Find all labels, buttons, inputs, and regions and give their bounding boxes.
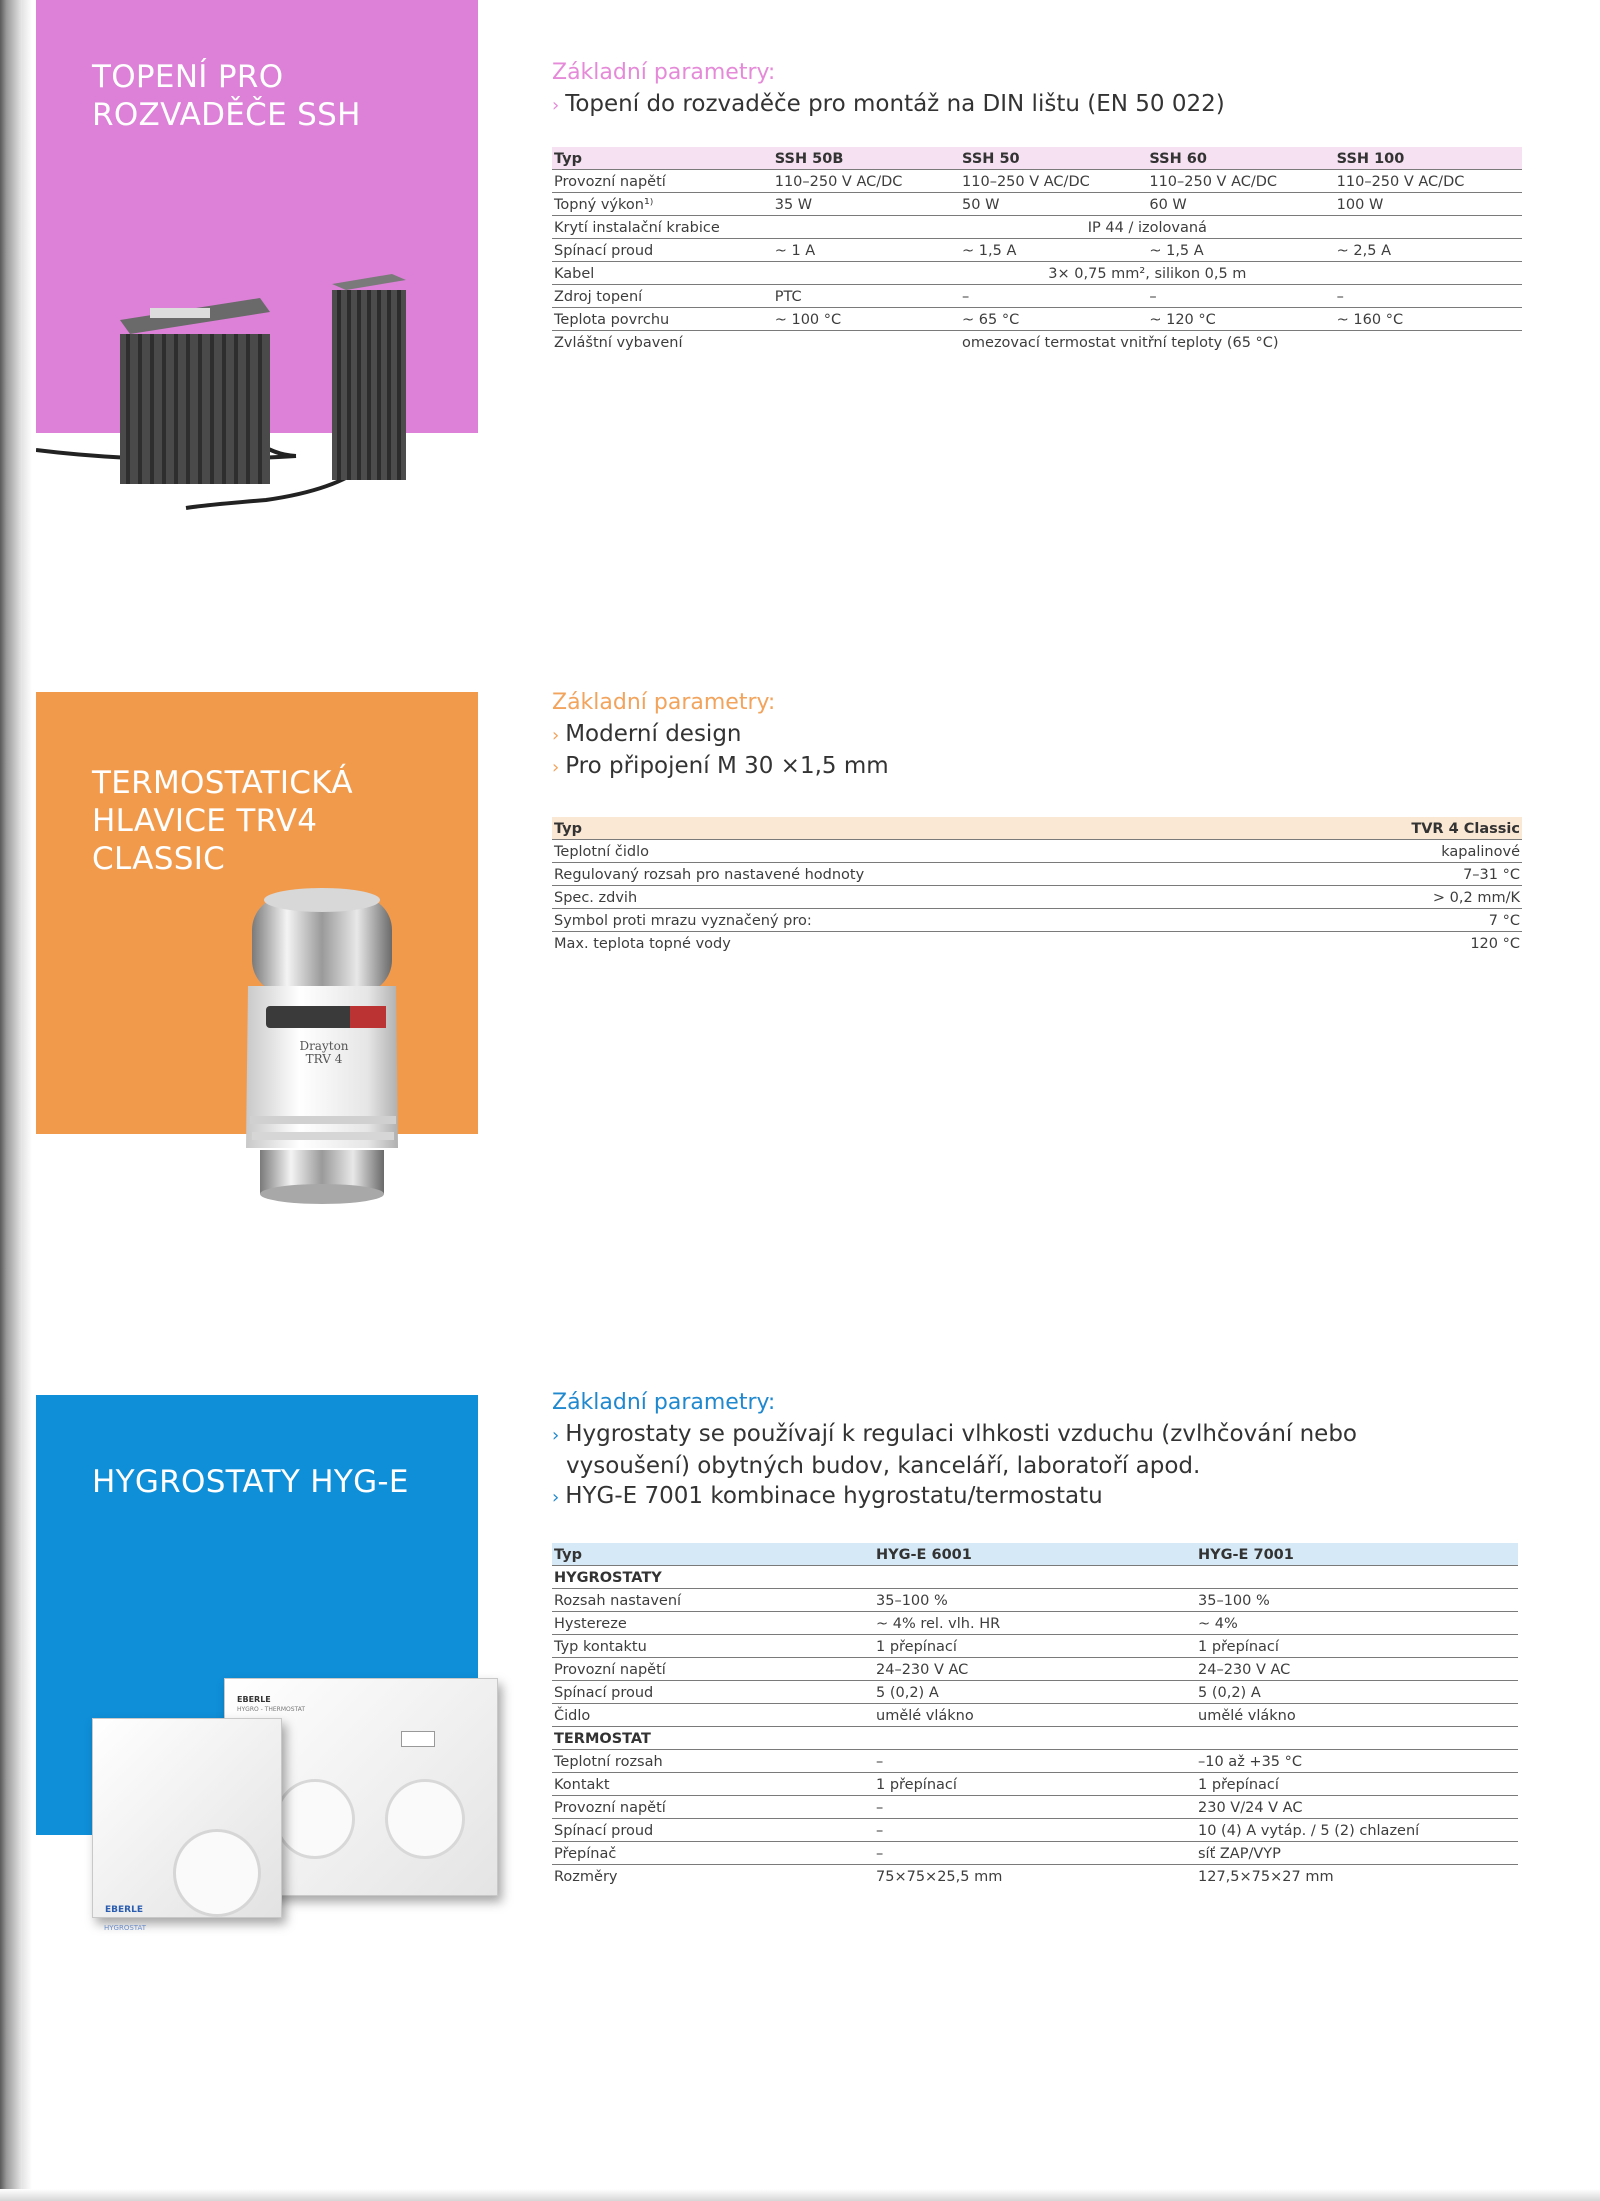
table-cell: – [874,1819,1196,1842]
table-cell: Spínací proud [552,239,773,262]
hyg-spec-table [552,1543,1518,1887]
table-cell: 35–100 % [874,1589,1196,1612]
column-header: Typ [552,147,773,170]
table-cell: 110–250 V AC/DC [1147,170,1334,193]
table-row [552,308,1522,331]
page-binding-shadow [0,0,22,2201]
hyg-section [552,1390,1522,1887]
table-cell: Přepínač [552,1842,874,1865]
table-cell: Krytí instalační krabice [552,216,773,239]
table-row [552,932,1522,955]
table-row [552,1796,1518,1819]
trv-bullet-2: › Pro připojení M 30 ×1,5 mm [552,753,889,779]
chevron-right-icon: › [552,757,560,778]
table-row [552,1842,1518,1865]
table-cell: Kontakt [552,1773,874,1796]
column-header: HYG-E 7001 [1196,1543,1518,1566]
chevron-right-icon: › [552,1425,560,1446]
table-row [552,1635,1518,1658]
table-cell: Spec. zdvih [552,886,1152,909]
table-group-label: HYGROSTATY [552,1566,1518,1589]
table-cell: 1 přepínací [1196,1635,1518,1658]
table-row [552,1612,1518,1635]
trv-brand-label: Drayton [299,1039,349,1053]
ssh-panel-title: TOPENÍ PRO ROZVADĚČE SSH [92,59,361,133]
table-cell: 7 °C [1152,909,1522,932]
table-cell: Teplota povrchu [552,308,773,331]
table-cell: Typ kontaktu [552,1635,874,1658]
table-row [552,1681,1518,1704]
table-cell: 127,5×75×27 mm [1198,1868,1334,1885]
table-cell: IP 44 / izolovaná [773,216,1522,239]
table-cell: – [874,1750,1196,1773]
table-cell: – [960,285,1147,308]
table-cell: Symbol proti mrazu vyznačený pro: [552,909,1152,932]
hyg-bullet-2: › HYG-E 7001 kombinace hygrostatu/termostatu [552,1483,1103,1509]
ssh-spec-table [552,147,1522,353]
column-header: HYG-E 6001 [874,1543,1196,1566]
table-header-row [552,147,1522,170]
table-row [552,840,1522,863]
table-cell: omezovací termostat vnitřní teploty (65 °C) [962,334,1279,351]
table-row [552,909,1522,932]
table-cell: umělé vlákno [1196,1704,1518,1727]
table-cell: kapalinové [1152,840,1522,863]
table-cell: ~ 100 °C [773,308,960,331]
table-cell: 1 přepínací [1196,1773,1518,1796]
table-cell: > 0,2 mm/K [1152,886,1522,909]
table-cell: ~ 4% rel. vlh. HR [874,1612,1196,1635]
table-row [552,1704,1518,1727]
table-cell: – [1335,285,1522,308]
table-cell: 1 přepínací [874,1635,1196,1658]
column-header: SSH 50 [960,147,1147,170]
table-cell: 75×75×25,5 mm [876,1868,1003,1885]
table-cell: Zvláštní vybavení [554,334,683,351]
table-cell: Rozsah nastavení [552,1589,874,1612]
column-header: SSH 60 [1147,147,1334,170]
table-cell: Max. teplota topné vody [554,935,731,952]
table-row [552,285,1522,308]
table-cell: – [874,1796,1196,1819]
ssh-bullet-1: › Topení do rozvaděče pro montáž na DIN lištu (EN 50 022) [552,91,1225,117]
table-row [552,1750,1518,1773]
table-row [552,1819,1518,1842]
table-cell: – [874,1842,1196,1865]
table-cell: Teplotní čidlo [552,840,1152,863]
table-cell: 230 V/24 V AC [1196,1796,1518,1819]
table-cell: 7–31 °C [1152,863,1522,886]
table-cell: ~ 1 A [773,239,960,262]
table-row [552,193,1522,216]
table-cell: Kabel [552,262,773,285]
table-cell: 120 °C [1470,935,1520,952]
table-cell: 3× 0,75 mm², silikon 0,5 m [773,262,1522,285]
table-group-row [552,1566,1518,1589]
trv-bullet-1: › Moderní design [552,721,742,747]
table-cell: Zdroj topení [552,285,773,308]
ssh-heading: Základní parametry: [552,60,776,85]
chevron-right-icon: › [552,725,560,746]
table-cell: 100 W [1335,193,1522,216]
table-row [552,170,1522,193]
table-row [552,863,1522,886]
table-cell: Hystereze [552,1612,874,1635]
device2-brand: EBERLE [237,1695,271,1704]
column-header: SSH 100 [1335,147,1522,170]
table-cell: ~ 120 °C [1147,308,1334,331]
table-cell: 5 (0,2) A [1196,1681,1518,1704]
table-cell: 5 (0,2) A [874,1681,1196,1704]
table-cell: –10 až +35 °C [1196,1750,1518,1773]
table-cell: 24–230 V AC [874,1658,1196,1681]
table-cell: Spínací proud [552,1819,874,1842]
table-cell: umělé vlákno [874,1704,1196,1727]
table-cell: ~ 4% [1196,1612,1518,1635]
table-cell [773,331,960,354]
table-cell: ~ 160 °C [1335,308,1522,331]
device1-subtitle: HYGROSTAT [104,1924,147,1932]
table-cell: 24–230 V AC [1196,1658,1518,1681]
table-cell: Čidlo [552,1704,874,1727]
hyg-bullet-1: › Hygrostaty se používají k regulaci vlhkosti vzduchu (zvlhčování nebo vysoušení) obytných budov, kanceláří, laboratoří apod. [552,1421,1358,1479]
trv-spec-table [552,817,1522,954]
table-row [552,331,1522,354]
trv-head-image [246,888,402,1208]
table-cell: Provozní napětí [552,170,773,193]
table-cell: ~ 65 °C [960,308,1147,331]
table-header-row [552,817,1522,840]
table-cell: ~ 2,5 A [1335,239,1522,262]
table-cell: ~ 1,5 A [960,239,1147,262]
table-cell: Provozní napětí [552,1658,874,1681]
table-row [552,1865,1518,1888]
page-bottom-edge [0,2189,1600,2201]
table-cell: Topný výkon¹⁾ [552,193,773,216]
ssh-heater-image [36,250,506,520]
table-row [552,216,1522,239]
table-row [552,1658,1518,1681]
device1-brand: EBERLE [105,1905,143,1915]
table-row [552,262,1522,285]
table-cell: síť ZAP/VYP [1196,1842,1518,1865]
column-header: Typ [552,817,1152,840]
ssh-section [552,60,1522,353]
trv-heading: Základní parametry: [552,690,776,715]
hygrostat-device-image [92,1718,282,1918]
table-group-row [552,1727,1518,1750]
table-cell: 50 W [960,193,1147,216]
table-row [552,886,1522,909]
trv-panel-title: TERMOSTATICKÁ HLAVICE TRV4 CLASSIC [92,765,353,877]
temperature-dial [385,1779,465,1859]
table-row [552,239,1522,262]
column-header: Typ [552,1543,874,1566]
table-cell: Provozní napětí [552,1796,874,1819]
table-cell: 110–250 V AC/DC [773,170,960,193]
chevron-right-icon: › [552,1487,560,1508]
humidity-dial [275,1779,355,1859]
table-cell: 35–100 % [1196,1589,1518,1612]
device2-subtitle: HYGRO - THERMOSTAT [237,1706,306,1713]
power-switch [401,1731,435,1747]
table-header-row [552,1543,1518,1566]
table-group-label: TERMOSTAT [552,1727,1518,1750]
table-cell: Regulovaný rozsah pro nastavené hodnoty [552,863,1152,886]
column-header: SSH 50B [773,147,960,170]
table-cell: 10 (4) A vytáp. / 5 (2) chlazení [1196,1819,1518,1842]
table-row [552,1589,1518,1612]
table-cell: Spínací proud [552,1681,874,1704]
table-cell: ~ 1,5 A [1147,239,1334,262]
table-cell: 60 W [1147,193,1334,216]
table-cell: 110–250 V AC/DC [1335,170,1522,193]
table-row [552,1773,1518,1796]
column-header: TVR 4 Classic [1152,817,1522,840]
trv-model-label: TRV 4 [305,1052,343,1066]
table-cell: PTC [773,285,960,308]
chevron-right-icon: › [552,95,560,116]
trv-section [552,690,1522,954]
table-cell: 35 W [773,193,960,216]
humidity-dial [173,1829,261,1917]
table-cell: Rozměry [554,1868,618,1885]
hyg-panel-title: HYGROSTATY HYG-E [92,1464,409,1500]
page-binding-highlight [22,0,32,2201]
table-cell: 110–250 V AC/DC [960,170,1147,193]
hyg-heading: Základní parametry: [552,1390,776,1415]
table-cell: 1 přepínací [874,1773,1196,1796]
table-cell: Teplotní rozsah [552,1750,874,1773]
table-cell: – [1147,285,1334,308]
